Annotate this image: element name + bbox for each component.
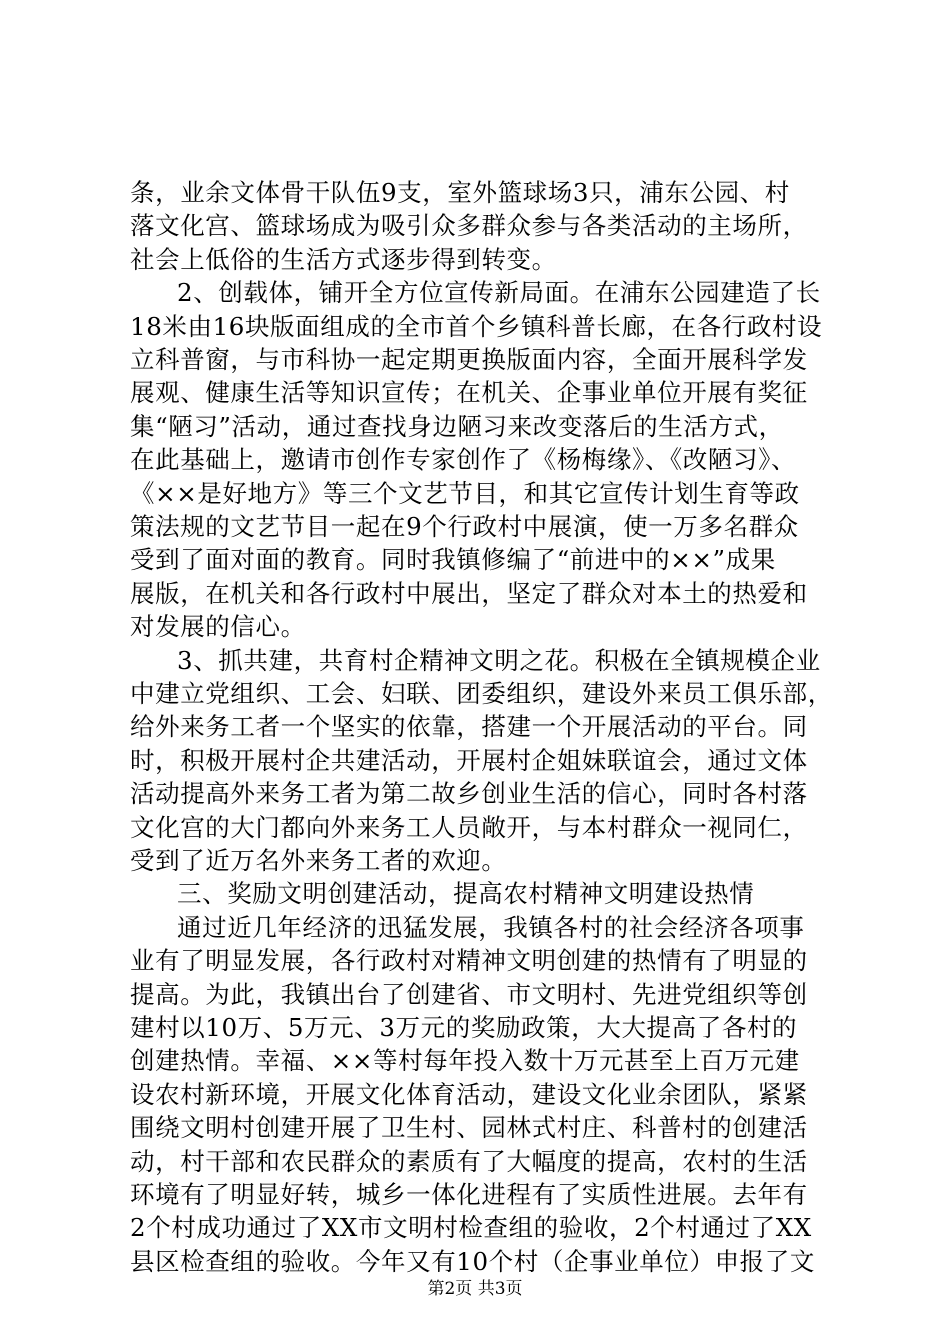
body-text-line: 时，积极开展村企共建活动，开展村企姐妹联谊会，通过文体 <box>130 746 808 775</box>
body-text-line: 设农村新环境，开展文化体育活动，建设文化业余团队，紧紧 <box>130 1080 808 1109</box>
body-text-line: 创建热情。幸福、××等村每年投入数十万元甚至上百万元建 <box>130 1046 800 1075</box>
body-text-line: 文化宫的大门都向外来务工人员敞开，与本村群众一视同仁， <box>130 813 808 842</box>
paragraph-heading-line: 3、抓共建，共育村企精神文明之花。积极在全镇规模企业 <box>177 646 821 675</box>
body-text-line: 对发展的信心。 <box>130 612 306 641</box>
body-text-line: 立科普窗，与市科协一起定期更换版面内容，全面开展科学发 <box>130 345 808 374</box>
body-text-line: 集“陋习”活动，通过查找身边陋习来改变落后的生活方式， <box>130 412 784 441</box>
section-heading-line: 三、奖励文明创建活动，提高农村精神文明建设热情 <box>177 879 755 908</box>
body-text-line: 在此基础上，邀请市创作专家创作了《杨梅缘》、《改陋习》、 <box>130 445 797 474</box>
body-text-line: 受到了面对面的教育。同时我镇修编了“前进中的××”成果 <box>130 545 776 574</box>
body-text-line: 受到了近万名外来务工者的欢迎。 <box>130 846 507 875</box>
body-text-line: 给外来务工者一个坚实的依靠，搭建一个开展活动的平台。同 <box>130 712 808 741</box>
body-text-line: 业有了明显发展，各行政村对精神文明创建的热情有了明显的 <box>130 946 808 975</box>
body-text-line: 策法规的文艺节目一起在9个行政村中展演，使一万多名群众 <box>130 512 799 541</box>
body-text-line: 提高。为此，我镇出台了创建省、市文明村、先进党组织等创 <box>130 980 808 1009</box>
body-text-line: 活动提高外来务工者为第二故乡创业生活的信心，同时各村落 <box>130 779 808 808</box>
body-text-line: 《××是好地方》等三个文艺节目，和其它宣传计划生育等政 <box>130 479 800 508</box>
body-text-line: 18米由16块版面组成的全市首个乡镇科普长廊，在各行政村设 <box>130 312 823 341</box>
body-text-line: 环境有了明显好转，城乡一体化进程有了实质性进展。去年有 <box>130 1180 808 1209</box>
body-text-line: 社会上低俗的生活方式逐步得到转变。 <box>130 245 557 274</box>
body-text-line: 建村以10万、5万元、3万元的奖励政策，大大提高了各村的 <box>130 1013 798 1042</box>
body-text-line: 2个村成功通过了XX市文明村检查组的验收，2个村通过了XX <box>130 1213 812 1242</box>
paragraph-first-line: 通过近几年经济的迅猛发展，我镇各村的社会经济各项事 <box>177 913 805 942</box>
page-footer: 第2页 共3页 <box>427 1279 523 1299</box>
body-text-line: 展观、健康生活等知识宣传；在机关、企事业单位开展有奖征 <box>130 378 808 407</box>
body-text-line: 围绕文明村创建开展了卫生村、园林式村庄、科普村的创建活 <box>130 1113 808 1142</box>
body-text-line: 条，业余文体骨干队伍9支，室外篮球场3只，浦东公园、村 <box>130 178 790 207</box>
body-text-line: 展版，在机关和各行政村中展出，坚定了群众对本土的热爱和 <box>130 579 808 608</box>
body-text-line: 落文化宫、篮球场成为吸引众多群众参与各类活动的主场所， <box>130 211 808 240</box>
body-text-line: 中建立党组织、工会、妇联、团委组织，建设外来员工俱乐部， <box>130 679 833 708</box>
body-text-line: 动，村干部和农民群众的素质有了大幅度的提高，农村的生活 <box>130 1147 808 1176</box>
paragraph-heading-line: 2、创载体，铺开全方位宣传新局面。在浦东公园建造了长 <box>177 278 821 307</box>
body-text-line: 县区检查组的验收。今年又有10个村（企事业单位）申报了文 <box>130 1247 815 1276</box>
